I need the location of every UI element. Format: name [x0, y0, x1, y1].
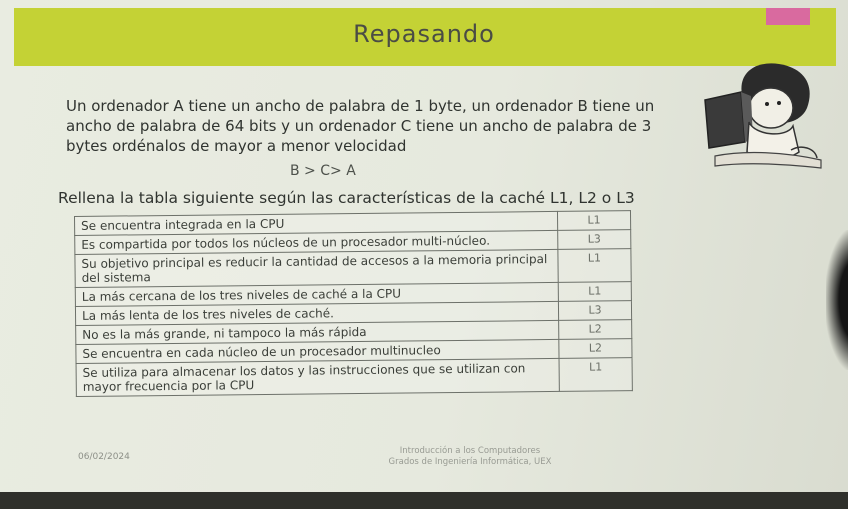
row-description: Se encuentra integrada en la CPU — [75, 211, 558, 235]
row-answer: L1 — [557, 211, 630, 231]
foreground-shadow — [826, 230, 848, 370]
row-description: No es la más grande, ni tampoco la más rápida — [76, 320, 559, 344]
footer-date: 06/02/2024 — [78, 452, 130, 462]
row-answer: L1 — [558, 282, 631, 302]
row-description: Es compartida por todos los núcleos de un procesador multi-núcleo. — [75, 230, 558, 254]
row-answer: L1 — [558, 249, 631, 283]
footer-course — [350, 446, 590, 468]
row-answer: L2 — [559, 339, 632, 359]
row-description: Se encuentra en cada núcleo de un procesador multinucleo — [76, 339, 559, 363]
screen-edge — [0, 492, 848, 509]
row-answer: L2 — [559, 320, 632, 340]
question-text: Un ordenador A tiene un ancho de palabra de 1 byte, un ordenador B tiene un ancho de palabra de 64 bits y un ordenador C tiene un ancho de palabra de 3 bytes ordénalos de mayor a menor velocidad — [66, 97, 655, 155]
row-description: Su objetivo principal es reducir la cantidad de accesos a la memoria principal del sistema — [75, 249, 558, 287]
row-description: La más lenta de los tres niveles de caché. — [75, 301, 558, 325]
instruction-text: Rellena la tabla siguiente según las características de la caché L1, L2 o L3 — [58, 189, 635, 207]
footer-course-title: Introducción a los Computadores — [399, 446, 541, 456]
row-description: Se utiliza para almacenar los datos y las instrucciones que se utilizan con mayor frecuencia por la CPU — [76, 358, 559, 396]
row-answer: L3 — [558, 230, 631, 250]
handwritten-answer: B > C> A — [290, 163, 356, 179]
cache-table — [74, 210, 633, 397]
row-description: La más cercana de los tres niveles de caché a la CPU — [75, 282, 558, 306]
row-answer: L3 — [558, 301, 631, 321]
reading-character-illustration — [675, 56, 827, 176]
row-answer: L1 — [559, 358, 632, 392]
footer-course-subtitle: Grados de Ingeniería Informática, UEX — [388, 457, 552, 467]
table-row — [76, 358, 632, 397]
slide-title: Repasando — [353, 20, 495, 48]
